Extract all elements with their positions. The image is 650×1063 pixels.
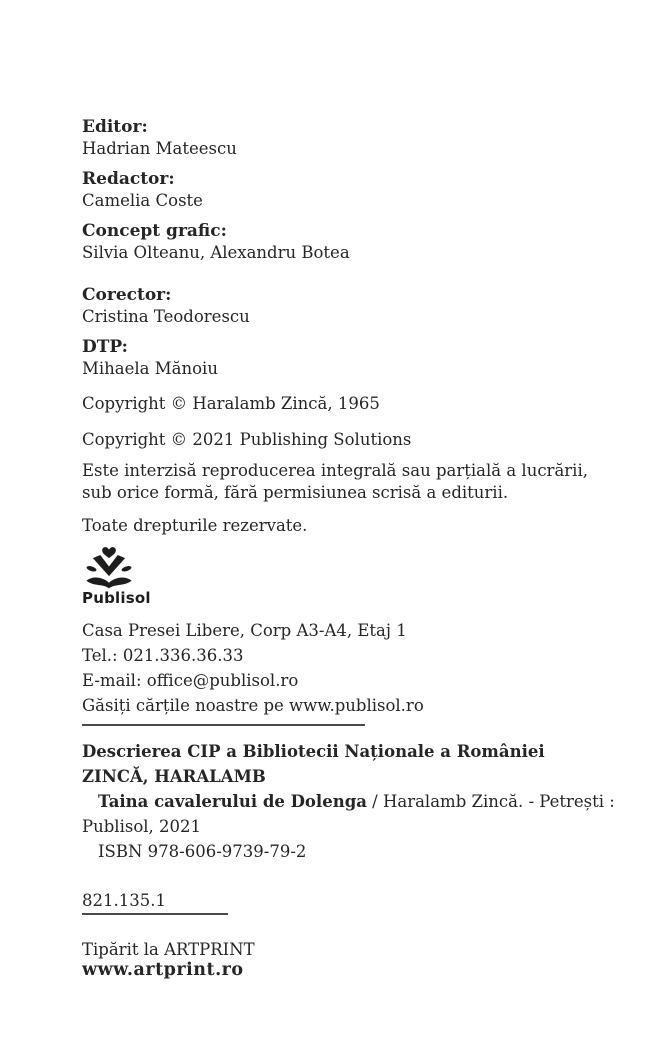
cip-publisher-year: Publisol, 2021 (82, 817, 202, 836)
publisher-logo-block (82, 543, 630, 606)
publisher-website-line: Găsiți cărțile noastre pe www.publisol.ro (82, 696, 424, 715)
credit-label: Editor: (82, 117, 148, 137)
credit-name: Hadrian Mateescu (82, 139, 237, 158)
publisher-phone: Tel.: 021.336.36.33 (82, 646, 244, 665)
credit-block-corector (82, 285, 630, 327)
credit-label: DTP: (82, 337, 128, 357)
cip-heading: Descrierea CIP a Bibliotecii Naționale a României (82, 742, 545, 761)
cip-isbn: ISBN 978-606-9739-79-2 (98, 842, 307, 861)
printer-text: Tipărit la ARTPRINT (82, 940, 255, 959)
separator-line-short (82, 913, 228, 915)
credit-name: Mihaela Mănoiu (82, 359, 218, 378)
publisol-logo-icon (82, 543, 136, 589)
credit-block-concept-grafic (82, 221, 630, 263)
credit-label: Concept grafic: (82, 221, 227, 241)
publisher-logo-wordmark: Publisol (82, 589, 151, 607)
reproduction-notice-line: sub orice formă, fără permisiunea scrisă a editurii. (82, 483, 509, 502)
credit-name: Cristina Teodorescu (82, 307, 250, 326)
credit-label: Corector: (82, 285, 172, 305)
copyright-line-author: Copyright © Haralamb Zincă, 1965 (82, 394, 380, 413)
cip-title-line (82, 789, 630, 814)
rights-reserved-text: Toate drepturile rezervate. (82, 516, 308, 535)
reproduction-notice-line: Este interzisă reproducerea integrală sau parțială a lucrării, (82, 461, 588, 480)
publisher-address: Casa Presei Libere, Corp A3-A4, Etaj 1 (82, 621, 407, 640)
credit-block-dtp (82, 337, 630, 379)
credit-block-redactor (82, 169, 630, 211)
credit-name: Camelia Coste (82, 191, 203, 210)
udc-number: 821.135.1 (82, 891, 166, 910)
cip-book-title: Taina cavalerului de Dolenga (98, 792, 367, 811)
reproduction-notice (82, 460, 630, 504)
publisher-email: E-mail: office@publisol.ro (82, 671, 299, 690)
copyright-line-publisher: Copyright © 2021 Publishing Solutions (82, 430, 412, 449)
credit-block-editor (82, 117, 630, 159)
printer-website: www.artprint.ro (82, 960, 244, 980)
cip-title-rest: / Haralamb Zincă. - Petrești : (366, 792, 615, 811)
credit-name: Silvia Olteanu, Alexandru Botea (82, 243, 350, 262)
publisher-contact (82, 618, 630, 718)
cip-description (82, 739, 630, 864)
credit-label: Redactor: (82, 169, 175, 189)
separator-line (82, 724, 365, 726)
cip-author: ZINCĂ, HARALAMB (82, 767, 266, 786)
